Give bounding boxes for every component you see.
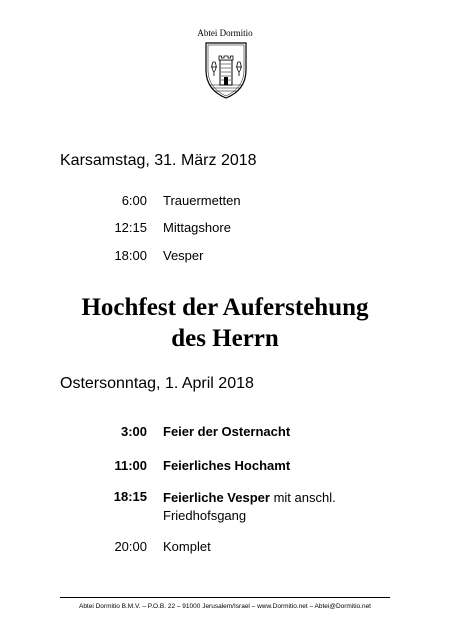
- service-friedhofsgang: Friedhofsgang: [163, 508, 247, 523]
- service-vesper: Vesper: [163, 248, 204, 263]
- service-mittagshore: Mittagshore: [163, 220, 231, 235]
- time-18-00: 18:00: [114, 248, 147, 263]
- abbey-name: Abtei Dormitio: [197, 28, 253, 38]
- day-heading-ostersonntag: Ostersonntag, 1. April 2018: [60, 375, 254, 392]
- time-6-00: 6:00: [121, 193, 147, 208]
- service-feierliche-vesper: [163, 489, 336, 525]
- service-feierliche-vesper-bold: Feierliche Vesper: [163, 490, 270, 505]
- time-20-00: 20:00: [114, 539, 147, 554]
- service-trauermetten: Trauermetten: [163, 193, 241, 208]
- time-3-00: 3:00: [120, 424, 147, 439]
- service-feier-der-osternacht: Feier der Osternacht: [163, 424, 291, 439]
- footer-rule: [60, 597, 390, 598]
- feast-title: [0, 292, 450, 354]
- feast-title-line1: Hochfest der Auferstehung: [81, 294, 369, 321]
- footer-contact: Abtei Dormitio B.M.V. – P.O.B. 22 – 91000 Jerusalem/Israel – www.Dormitio.net – Abtei@Dormitio.net: [78, 603, 371, 610]
- time-12-15: 12:15: [114, 220, 147, 235]
- day-heading-karsamstag: Karsamstag, 31. März 2018: [60, 152, 257, 169]
- service-feierliche-vesper-rest: mit anschl.: [269, 490, 336, 505]
- time-18-15: 18:15: [113, 489, 147, 504]
- service-feierliches-hochamt: Feierliches Hochamt: [163, 458, 291, 473]
- service-komplet: Komplet: [163, 539, 211, 554]
- time-11-00: 11:00: [114, 458, 147, 473]
- abbey-crest-icon: [203, 40, 249, 100]
- feast-title-line2: des Herrn: [171, 325, 279, 352]
